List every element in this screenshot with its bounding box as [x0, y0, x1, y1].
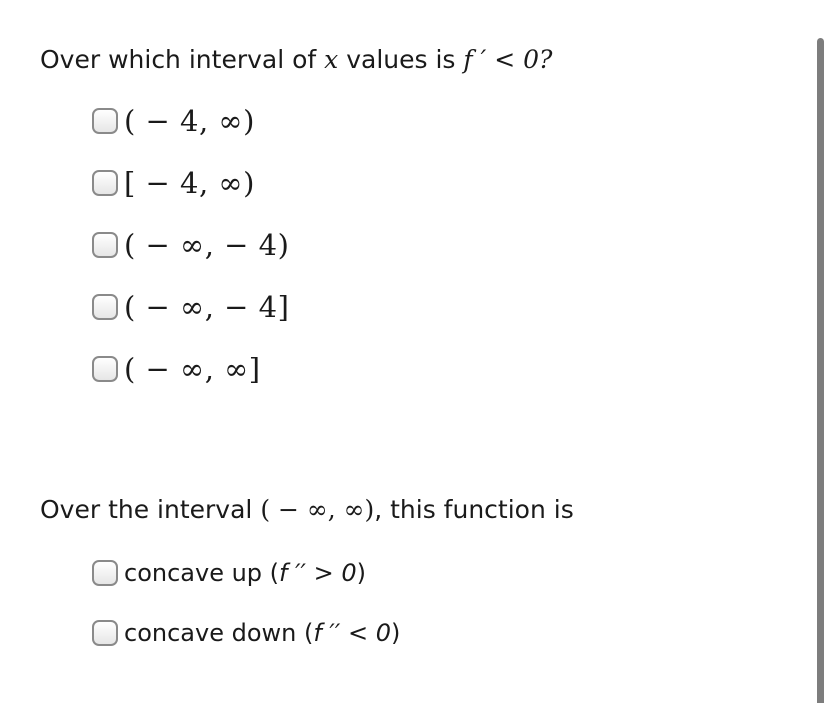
question-1-expression: f ′ < 0?: [463, 45, 553, 74]
option-interval-3[interactable]: [92, 228, 289, 262]
checkbox[interactable]: [92, 294, 118, 320]
option-interval-5[interactable]: [92, 352, 261, 386]
scrollbar[interactable]: [817, 38, 824, 703]
question-1-variable: x: [324, 45, 339, 74]
option-label: ( − ∞, − 4): [124, 228, 290, 262]
checkbox[interactable]: [92, 560, 118, 586]
question-1-prompt: [40, 44, 552, 76]
option-text: concave down (: [124, 619, 314, 647]
question-2-prefix: Over the interval: [40, 495, 261, 524]
option-interval-2[interactable]: [92, 166, 255, 200]
option-interval-1[interactable]: [92, 104, 255, 138]
question-2-prompt: [40, 494, 574, 526]
option-math: f ′′ < 0: [313, 619, 391, 647]
option-math: f ′′ > 0: [279, 559, 357, 587]
checkbox[interactable]: [92, 620, 118, 646]
option-label: ( − ∞, − 4]: [124, 290, 290, 324]
question-1-prefix: Over which interval of: [40, 45, 325, 74]
option-label: [ − 4, ∞): [124, 166, 255, 200]
option-label: ( − ∞, ∞]: [124, 352, 261, 386]
question-2-interval: ( − ∞, ∞): [260, 495, 375, 524]
option-concave-down[interactable]: [92, 616, 400, 650]
option-text: concave up (: [124, 559, 280, 587]
checkbox[interactable]: [92, 356, 118, 382]
option-close: ): [356, 559, 367, 587]
option-interval-4[interactable]: [92, 290, 289, 324]
question-1-middle: values is: [338, 45, 464, 74]
checkbox[interactable]: [92, 232, 118, 258]
option-close: ): [390, 619, 401, 647]
option-concave-up[interactable]: [92, 556, 366, 590]
checkbox[interactable]: [92, 170, 118, 196]
checkbox[interactable]: [92, 108, 118, 134]
question-2-suffix: , this function is: [374, 495, 574, 524]
option-label: ( − 4, ∞): [124, 104, 255, 138]
